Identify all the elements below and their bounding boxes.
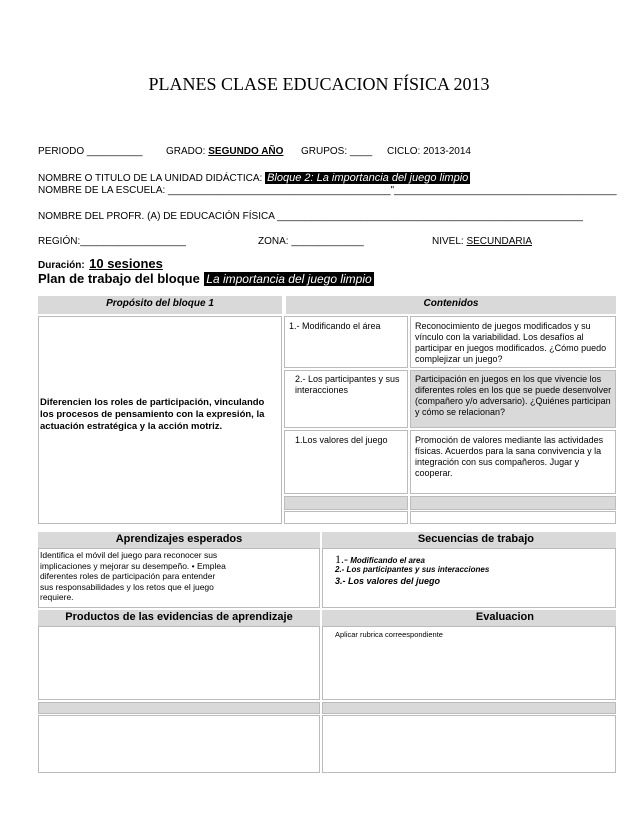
topic-cell-3 <box>284 430 408 494</box>
duracion-value: 10 sesiones <box>89 256 163 271</box>
topic-cell-2 <box>284 370 408 428</box>
aprendizajes-header: Aprendizajes esperados <box>38 532 320 548</box>
proposito-header: Propósito del bloque 1 <box>38 296 282 314</box>
unidad-field <box>38 172 470 184</box>
empty-cell <box>38 715 320 773</box>
evaluacion-header: Evaluacion <box>322 610 616 626</box>
nivel-label: NIVEL: <box>432 236 464 247</box>
nivel-value: SECUNDARIA <box>466 236 533 247</box>
empty-cell <box>284 496 408 510</box>
topic-2: 2.- Los participantes y sus interacciones <box>295 374 400 395</box>
empty-cell <box>284 511 408 524</box>
unidad-value: Bloque 2: La importancia del juego limpio <box>267 172 469 184</box>
periodo-field: PERIODO __________ <box>38 146 143 157</box>
grado-field <box>166 146 283 157</box>
secuencias-cell <box>322 548 616 608</box>
seq-2: 2.- Los participantes y sus interacciones <box>335 565 490 574</box>
content-1: Reconocimiento de juegos modificados y su vínculo con la variabilidad. Los desafíos al participar en juegos modificados. ¿Cómo puedo complejizar un juego? <box>415 321 607 364</box>
aprendizajes-cell <box>38 548 320 608</box>
proposito-text: Diferencien los roles de participación, vinculando los procesos de pensamiento con la expresión, la actuación estratégica y la acción motriz. <box>40 397 265 432</box>
seq-1-text: Modificando el area <box>350 556 425 565</box>
evaluacion-text: Aplicar rubrica correespondiente <box>335 630 443 639</box>
topic-1: 1.- Modificando el área <box>289 321 381 331</box>
plan-value: La importancia del juego limpio <box>206 272 372 286</box>
topic-cell-1 <box>284 316 408 368</box>
content-cell-1 <box>410 316 616 368</box>
escuela-field: NOMBRE DE LA ESCUELA: ________________________________________"________________________________________ <box>38 185 617 196</box>
empty-cell <box>322 715 616 773</box>
proposito-cell <box>38 316 282 524</box>
document-title: PLANES CLASE EDUCACION FÍSICA 2013 <box>148 74 490 94</box>
grupos-field: GRUPOS: ____ <box>301 146 373 157</box>
zona-field: ZONA: _____________ <box>258 236 364 247</box>
contenidos-header: Contenidos <box>286 296 616 314</box>
content-3: Promoción de valores mediante las actividades físicas. Acuerdos para la sana convivencia y la integración con sus compañeros. Jugar y cooperar. <box>415 435 604 478</box>
grado-label: GRADO: <box>166 146 206 157</box>
empty-cell <box>410 496 616 510</box>
empty-cell <box>410 511 616 524</box>
nivel-field <box>432 236 532 247</box>
productos-cell <box>38 626 320 700</box>
secuencias-header: Secuencias de trabajo <box>322 532 616 548</box>
plan-field <box>38 270 374 288</box>
topic-3: 1.Los valores del juego <box>295 435 388 445</box>
profr-field: NOMBRE DEL PROFR. (A) DE EDUCACIÓN FÍSICA _______________________________________________________ <box>38 211 583 222</box>
grado-value: SEGUNDO AÑO <box>208 146 284 157</box>
seq-1-num: 1.- <box>335 552 348 566</box>
content-cell-2 <box>410 370 616 428</box>
duracion-label: Duración: <box>38 260 85 271</box>
empty-cell <box>38 702 320 714</box>
empty-cell <box>322 702 616 714</box>
seq-3: 3.- Los valores del juego <box>335 576 441 586</box>
unidad-label: NOMBRE O TITULO DE LA UNIDAD DIDÁCTICA: <box>38 173 263 184</box>
content-cell-3 <box>410 430 616 494</box>
ciclo-field: CICLO: 2013-2014 <box>387 146 471 157</box>
content-2: Participación en juegos en los que vivencie los diferentes roles en los que se puede desenvolver (compañero y/o adversario). ¿Quiénes participan y cómo se relacionan? <box>415 374 612 417</box>
aprendizajes-text: Identifica el móvil del juego para reconocer sus implicaciones y mejorar su desempeño. • Emplea diferentes roles de participación para entender sus responsabilidades y los retos que el juego requiere. <box>40 550 226 602</box>
plan-label: Plan de trabajo del bloque <box>38 271 200 286</box>
evaluacion-cell <box>322 626 616 700</box>
productos-header: Productos de las evidencias de aprendizaje <box>38 610 320 626</box>
region-field: REGIÓN:___________________ <box>38 236 186 247</box>
